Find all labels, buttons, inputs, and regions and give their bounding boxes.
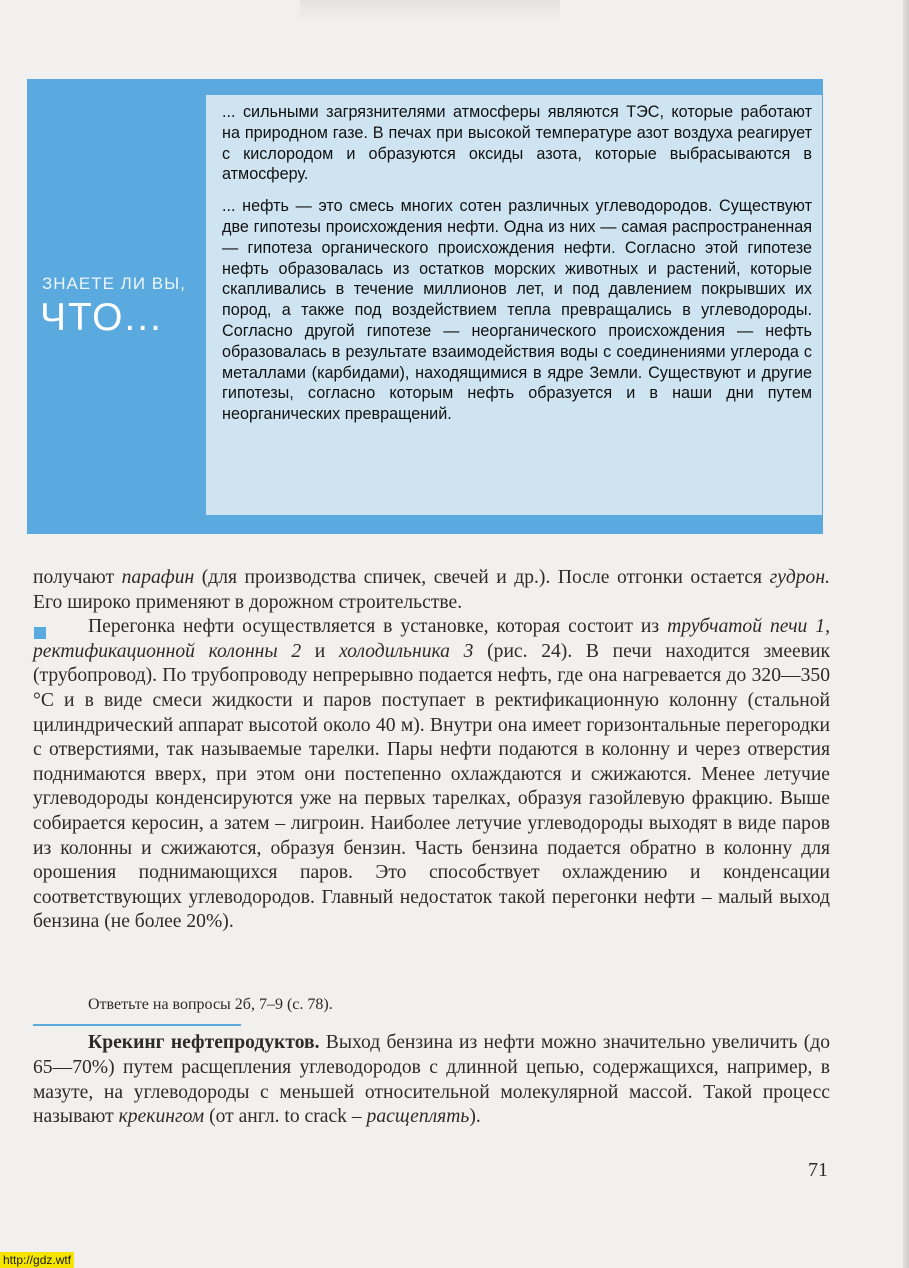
watermark-link[interactable]: http://gdz.wtf	[0, 1252, 74, 1268]
paragraph-paraffin	[33, 566, 830, 615]
did-you-know-heading-small: ЗНАЕТЕ ЛИ ВЫ,	[42, 274, 186, 293]
text-run: (рис. 24). В печи находится змеевик (трубопровод). По трубопроводу непрерывно подается нефть, где она нагревается до 320—350 °С и в виде смеси жидкости и паров поступает в ректификационную колонну (стальной цилиндрический аппарат высотой около 40 м). Внутри она имеет горизонтальные перегородки с отверстиями, так называемые тарелки. Пары нефти подаются в колонну и через отверстия поднимаются вверх, при этом они постепенно охлаждаются и сжижаются. Менее летучие углеводороды конденсируются уже на первых тарелках, образуя газойлевую фракцию. Выше собирается керосин, а затем – лигроин. Наиболее летучие углеводороды выходят в виде паров из колонны и сжижаются, образуя бензин. Часть бензина подается обратно в колонну для орошения поднимающихся паров. Это способствует охлаждению и конденсации соответствующих углеводородов. Главный недостаток такой перегонки нефти – малый выход бензина (не более 20%).	[33, 640, 830, 933]
term-split: расщеплять	[366, 1106, 470, 1128]
paragraph-distillation	[33, 615, 830, 935]
section-title-cracking: Крекинг нефтепродуктов.	[88, 1032, 320, 1053]
text-run: Выход бензина из нефти можно значительно увеличить (до 65—70%) путем расщепления углеводородов с длинной цепью, содержащихся, например, в мазуте, на углеводороды с меньшей относительной молекулярной массой. Такой процесс называют	[33, 1032, 830, 1128]
questions-reference: Ответьте на вопросы 2б, 7–9 (с. 78).	[88, 996, 333, 1013]
term-furnace-column: трубчатой печи 1, ректификационной колонны 2	[33, 616, 830, 662]
page-edge-shadow	[903, 0, 909, 1268]
text-run: Перегонка нефти осуществляется в установке, которая состоит из	[88, 616, 668, 638]
section-divider-line	[33, 1024, 241, 1026]
term-cracking: крекингом	[118, 1106, 205, 1128]
fact-paragraph-1: ... сильными загрязнителями атмосферы являются ТЭС, которые работают на природном газе. В печах при высокой температуре азот воздуха реагирует с кислородом и образуются оксиды азота, которые выбрасываются в атмосферу.	[222, 103, 812, 184]
text-run: ).	[469, 1106, 481, 1128]
did-you-know-heading-big: ЧТО...	[40, 296, 163, 339]
term-condenser: холодильника 3	[338, 640, 474, 662]
scan-smudge	[300, 0, 560, 22]
page-number: 71	[808, 1159, 828, 1181]
fact-paragraph-2: ... нефть — это смесь многих сотен различных углеводородов. Существуют две гипотезы происхождения нефти. Одна из них — самая распространенная — гипотеза органического происхождения нефти. Согласно этой гипотезе нефть образовалась из остатков морских животных и растений, которые скапливались в течение миллионов лет, и под давлением покрывших их пород, а также под воздействием тепла превращались в углеводороды. Согласно другой гипотезе — неорганического происхождения — нефть образовалась в результате взаимодействия воды с соединениями углерода с металлами (карбидами), находящимися в ядре Земли. Существуют и другие гипотезы, согласно которым нефть образуется и в наши дни путем неорганических превращений.	[222, 197, 812, 424]
text-run: Его широко применяют в дорожном строительстве.	[33, 591, 463, 613]
did-you-know-text	[222, 102, 812, 436]
text-run: получают	[33, 567, 122, 588]
cracking-section	[33, 1031, 830, 1130]
text-run: (от англ. to crack –	[204, 1106, 367, 1128]
text-run: и	[301, 640, 339, 662]
body-text	[33, 566, 830, 935]
term-paraffin: парафин	[121, 567, 195, 588]
paragraph-cracking	[33, 1031, 830, 1130]
term-tar: гудрон.	[769, 567, 830, 588]
text-run: (для производства спичек, свечей и др.). После отгонки остается	[194, 567, 770, 588]
